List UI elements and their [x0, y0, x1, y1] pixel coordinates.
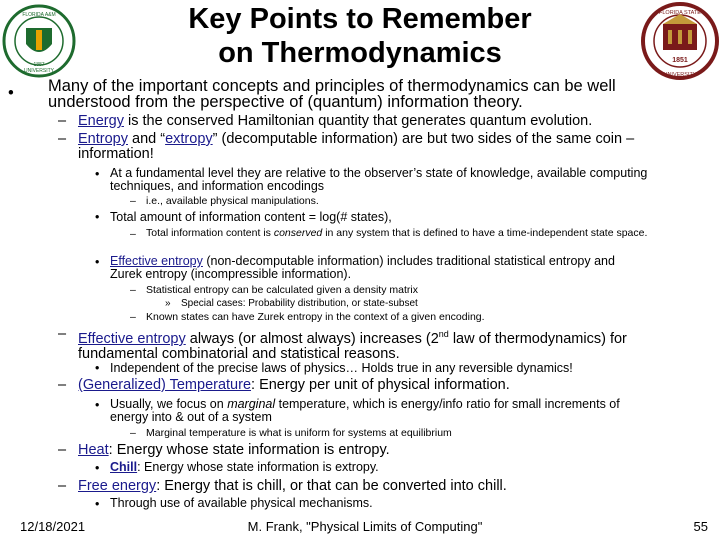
chill-term: Chill — [110, 460, 138, 474]
bullet-through: • — [95, 497, 100, 511]
intro-text: Many of the important concepts and principles of thermodynamics can be well understood from the perspective of (quantum) information theory. — [48, 77, 616, 111]
eff-entropy-text: Effective entropy (non-decomputable information) includes traditional statistical entropy and Zurek entropy (incompressible information). — [110, 254, 615, 281]
heat-text: Heat: Energy whose state information is entropy. — [78, 442, 390, 458]
dash-known: – — [130, 311, 136, 323]
slide-title — [150, 2, 570, 70]
temperature-term: (Generalized) Temperature — [78, 377, 252, 393]
usually-text: Usually, we focus on marginal temperature, which is energy/info ratio for small increments of energy into & out of a system — [110, 397, 620, 424]
dash-heat: – — [58, 442, 67, 458]
fsu-seal-bottom: UNIVERSITY — [663, 72, 697, 78]
famu-logo-year: 1887 — [33, 62, 45, 68]
energy-term: Energy — [78, 113, 124, 129]
fsu-seal-year: 1851 — [672, 57, 688, 64]
bullet-fundamental: • — [95, 167, 100, 181]
bullet-independent: • — [95, 361, 100, 375]
extropy-term: extropy — [165, 131, 213, 147]
dash-free: – — [58, 478, 67, 494]
dash-conserved: – — [130, 228, 136, 240]
chill-text: Chill: Energy whose state information is extropy. — [110, 460, 379, 474]
special-text: Special cases: Probability distribution, or state-subset — [181, 298, 418, 309]
ie-text: i.e., available physical manipulations. — [146, 195, 319, 207]
dash-marginal: – — [130, 427, 136, 439]
footer-center: M. Frank, "Physical Limits of Computing" — [247, 519, 483, 534]
dash-eff-increases: – — [58, 326, 67, 342]
famu-logo — [2, 4, 76, 78]
eff-entropy-term: Effective entropy — [110, 254, 203, 268]
heat-term: Heat — [78, 442, 109, 458]
bullet-l1: • — [8, 84, 14, 102]
eff-increases-text: Effective entropy always (or almost always) increases (2nd law of thermodynamics) for fundamental combinatorial and statistical reasons. — [78, 329, 627, 362]
title-line-1: Key Points to Remember — [188, 3, 532, 35]
footer-date: 12/18/2021 — [20, 519, 86, 534]
free-energy-text: Free energy: Energy that is chill, or that can be converted into chill. — [78, 478, 507, 494]
famu-logo-bottom: UNIVERSITY — [23, 68, 55, 74]
page-number: 55 — [693, 519, 708, 534]
bullet-chill: • — [95, 461, 100, 475]
famu-logo-top: FLORIDA A&M — [22, 12, 56, 18]
fundamental-text: At a fundamental level they are relative to the observer’s state of knowledge, available computing techniques, and information encodings — [110, 166, 648, 193]
fsu-seal — [641, 2, 719, 80]
dash-temperature: – — [58, 377, 67, 393]
dash-ie: – — [130, 195, 136, 207]
energy-line: Energy is the conserved Hamiltonian quantity that generates quantum evolution. — [78, 113, 593, 129]
stat-entropy-text: Statistical entropy can be calculated given a density matrix — [146, 284, 418, 296]
temperature-text: (Generalized) Temperature: Energy per unit of physical information. — [78, 377, 510, 393]
free-energy-term: Free energy — [78, 478, 157, 494]
conserved-text: Total information content is conserved in any system that is defined to have a time-independent state space. — [146, 227, 648, 239]
dash-entropy: – — [58, 131, 67, 147]
entropy-term: Entropy — [78, 131, 128, 147]
marginal-text: Marginal temperature is what is uniform for systems at equilibrium — [146, 427, 452, 439]
bullet-total: • — [95, 210, 100, 224]
total-text: Total amount of information content = log(# states), — [110, 210, 392, 224]
fsu-seal-top: FLORIDA STATE — [659, 10, 701, 16]
dash-energy: – — [58, 113, 67, 129]
entropy-line: Entropy and “extropy” (decomputable information) are but two sides of the same coin – information! — [78, 131, 635, 162]
eff-increases-term: Effective entropy — [78, 330, 186, 347]
bullet-special: » — [165, 298, 171, 309]
through-text: Through use of available physical mechanisms. — [110, 496, 373, 510]
dash-stat: – — [130, 284, 136, 296]
independent-text: Independent of the precise laws of physics… Holds true in any reversible dynamics! — [110, 361, 573, 375]
bullet-eff-entropy: • — [95, 255, 100, 269]
title-line-2: on Thermodynamics — [218, 37, 502, 69]
bullet-usually: • — [95, 398, 100, 412]
known-text: Known states can have Zurek entropy in the context of a given encoding. — [146, 311, 485, 323]
